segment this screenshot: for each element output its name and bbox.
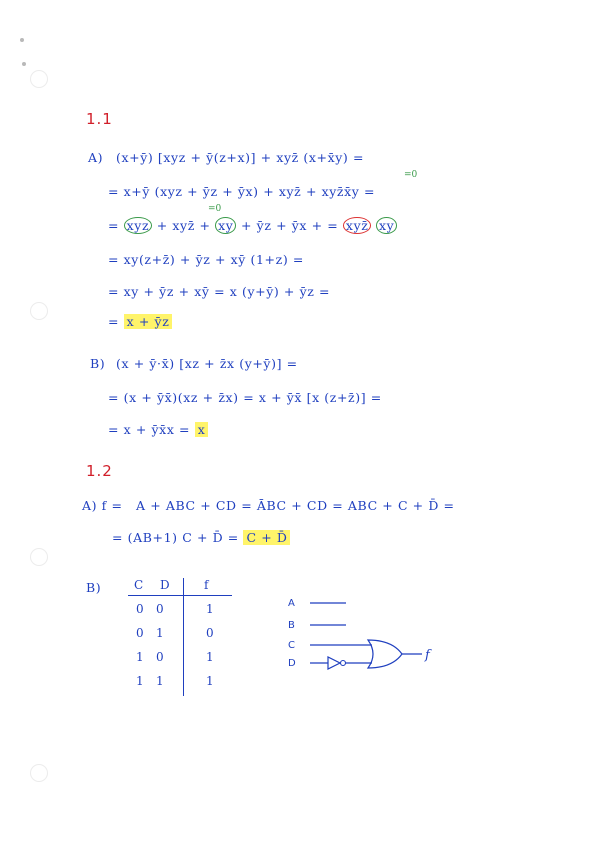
table-cell: 1 — [156, 674, 164, 688]
equation-line: = (x + ȳx̄)(xz + z̄x) = x + ȳx̄ [x (z+z̄)] = — [108, 390, 382, 405]
equation-line: (x + ȳ·x̄) [xz + z̄x (y+ȳ)] = — [116, 356, 298, 371]
exercise-b-label: B) — [90, 356, 106, 371]
circled-term: xyz̄ — [343, 217, 372, 234]
table-cell: 0 — [136, 626, 144, 640]
column-header-c: C — [134, 578, 144, 592]
table-cell: 1 — [206, 650, 214, 664]
circled-term: xyz — [124, 217, 153, 234]
not-gate — [328, 657, 340, 669]
equation-line-terms — [108, 218, 397, 233]
equation-line: (x+ȳ) [xyz + ȳ(z+x)] + xyz̄ (x+x̄y) = — [116, 150, 365, 165]
input-label-d: D — [288, 658, 296, 669]
punch-hole — [30, 764, 48, 782]
plus-sign: + — [156, 218, 173, 233]
margin-dot — [22, 62, 26, 66]
equals-sign: = — [108, 314, 120, 329]
table-cell: 0 — [156, 650, 164, 664]
term: xyz̄ — [172, 218, 195, 233]
table-cell: 1 — [136, 650, 144, 664]
highlighted-result: x + ȳz — [124, 314, 173, 329]
equation-fragment: + ȳz + ȳx + = — [241, 218, 339, 233]
equation-line: = x+ȳ (xyz + ȳz + ȳx) + xyz̄ + xyz̄x̄y = — [108, 184, 376, 199]
section-title-1-1: 1.1 — [86, 110, 113, 128]
punch-hole — [30, 302, 48, 320]
input-label-c: C — [288, 640, 295, 651]
output-label-f: f — [425, 648, 430, 663]
column-header-f: f — [204, 578, 209, 592]
column-header-d: D — [160, 578, 170, 592]
circled-term: xy — [376, 217, 397, 234]
table-cell: 1 — [156, 626, 164, 640]
table-cell: 0 — [206, 626, 214, 640]
equation-line-result — [112, 530, 290, 545]
margin-dot — [20, 38, 24, 42]
table-cell: 1 — [206, 602, 214, 616]
equation-line: = xy + ȳz + xȳ = x (y+ȳ) + ȳz = — [108, 284, 331, 299]
punch-hole — [30, 70, 48, 88]
equation-line: = xy(z+z̄) + ȳz + xȳ (1+z) = — [108, 252, 304, 267]
or-gate — [368, 640, 402, 668]
punch-hole — [30, 548, 48, 566]
exercise-b-label: B) — [86, 580, 102, 595]
logic-circuit-diagram — [284, 590, 444, 680]
equation-fragment: = x + ȳx̄x = — [108, 422, 191, 437]
table-divider-horizontal — [128, 595, 232, 596]
zero-note: =0 — [208, 204, 222, 214]
equation-line-result — [108, 314, 172, 329]
equation-fragment: = (AB+1) C + D̄ = — [112, 530, 239, 545]
equation-line-result — [108, 422, 208, 437]
equals-sign: = — [108, 218, 124, 233]
exercise-a-label: A) — [88, 150, 104, 165]
input-label-a: A — [288, 598, 295, 609]
exercise-a-label: A) f = — [82, 498, 123, 513]
highlighted-result: C + D̄ — [243, 530, 290, 545]
input-label-b: B — [288, 620, 295, 631]
highlighted-result: x — [195, 422, 209, 437]
equation-line: A + ABC + CD = ĀBC + CD = ABC + C + D̄ = — [136, 498, 455, 513]
table-cell: 1 — [136, 674, 144, 688]
table-cell: 0 — [136, 602, 144, 616]
plus-sign: + — [199, 218, 216, 233]
table-cell: 1 — [206, 674, 214, 688]
zero-note: =0 — [404, 170, 418, 180]
truth-table — [128, 578, 232, 696]
table-cell: 0 — [156, 602, 164, 616]
circled-term: xy — [215, 217, 236, 234]
section-title-1-2: 1.2 — [86, 462, 113, 480]
